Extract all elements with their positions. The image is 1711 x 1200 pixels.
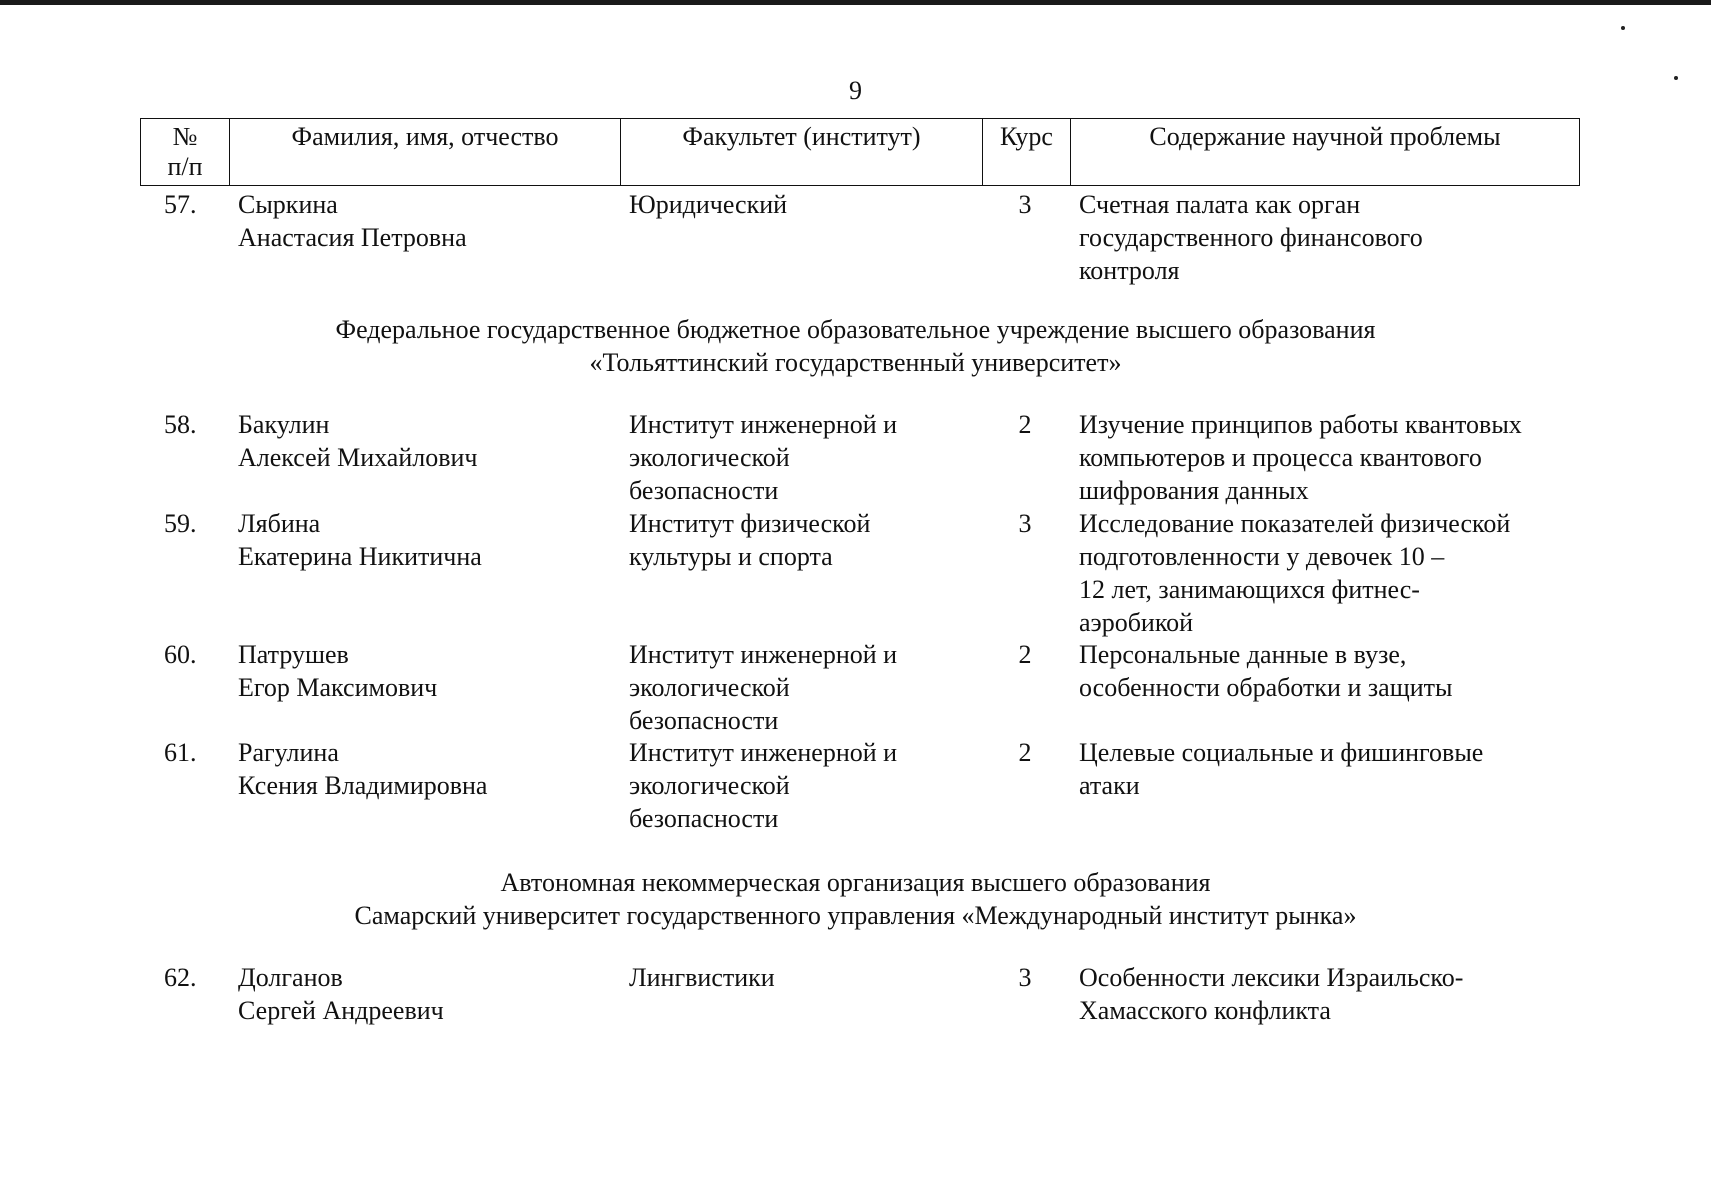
section-heading [0,313,1711,379]
page-number: 9 [849,76,862,105]
row-name: Патрушев Егор Максимович [238,640,438,702]
row-kurs: 3 [1018,963,1032,992]
row-num: 60. [164,640,197,669]
header-topic: Содержание научной проблемы [1070,119,1579,185]
scan-top-edge [0,0,1711,5]
row-num: 58. [164,410,197,439]
table-header [140,118,1580,186]
row-name: Рагулина Ксения Владимировна [238,738,488,800]
scan-speck [1621,26,1625,30]
row-kurs: 3 [1018,190,1032,219]
section-heading [0,866,1711,932]
row-name: Долганов Сергей Андреевич [238,963,444,1025]
row-name: Сыркина Анастасия Петровна [238,190,467,252]
row-name: Бакулин Алексей Михайлович [238,410,478,472]
row-faculty: Лингвистики [629,963,775,992]
section-heading-line: Автономная некоммерческая организация высшего образования [500,868,1211,897]
row-topic: Целевые социальные и фишинговые атаки [1079,738,1484,800]
row-kurs: 2 [1018,640,1032,669]
row-topic: Особенности лексики Израильско- Хамасского конфликта [1079,963,1464,1025]
header-faculty: Факультет (институт) [620,119,982,185]
row-faculty: Институт физической культуры и спорта [629,509,871,571]
row-faculty: Институт инженерной и экологической безопасности [629,640,898,735]
row-kurs: 2 [1018,738,1032,767]
row-topic: Изучение принципов работы квантовых компьютеров и процесса квантового шифрования данных [1079,410,1522,505]
header-num: № п/п [167,122,203,181]
row-topic: Счетная палата как орган государственного финансового контроля [1079,190,1423,285]
row-num: 57. [164,190,197,219]
row-faculty: Институт инженерной и экологической безопасности [629,410,898,505]
row-kurs: 3 [1018,509,1032,538]
row-num: 62. [164,963,197,992]
section-heading-line: Федеральное государственное бюджетное образовательное учреждение высшего образования [335,315,1376,344]
header-name: Фамилия, имя, отчество [229,119,620,185]
row-topic: Персональные данные в вузе, особенности обработки и защиты [1079,640,1453,702]
row-topic: Исследование показателей физической подготовленности у девочек 10 – 12 лет, занимающихся фитнес- аэробикой [1079,509,1511,637]
row-name: Лябина Екатерина Никитична [238,509,482,571]
section-heading-line: «Тольяттинский государственный университет» [589,348,1122,377]
row-faculty: Юридический [629,190,788,219]
section-heading-line: Самарский университет государственного управления «Международный институт рынка» [354,901,1357,930]
header-kurs: Курс [982,119,1070,185]
row-num: 59. [164,509,197,538]
row-kurs: 2 [1018,410,1032,439]
row-num: 61. [164,738,197,767]
row-faculty: Институт инженерной и экологической безопасности [629,738,898,833]
